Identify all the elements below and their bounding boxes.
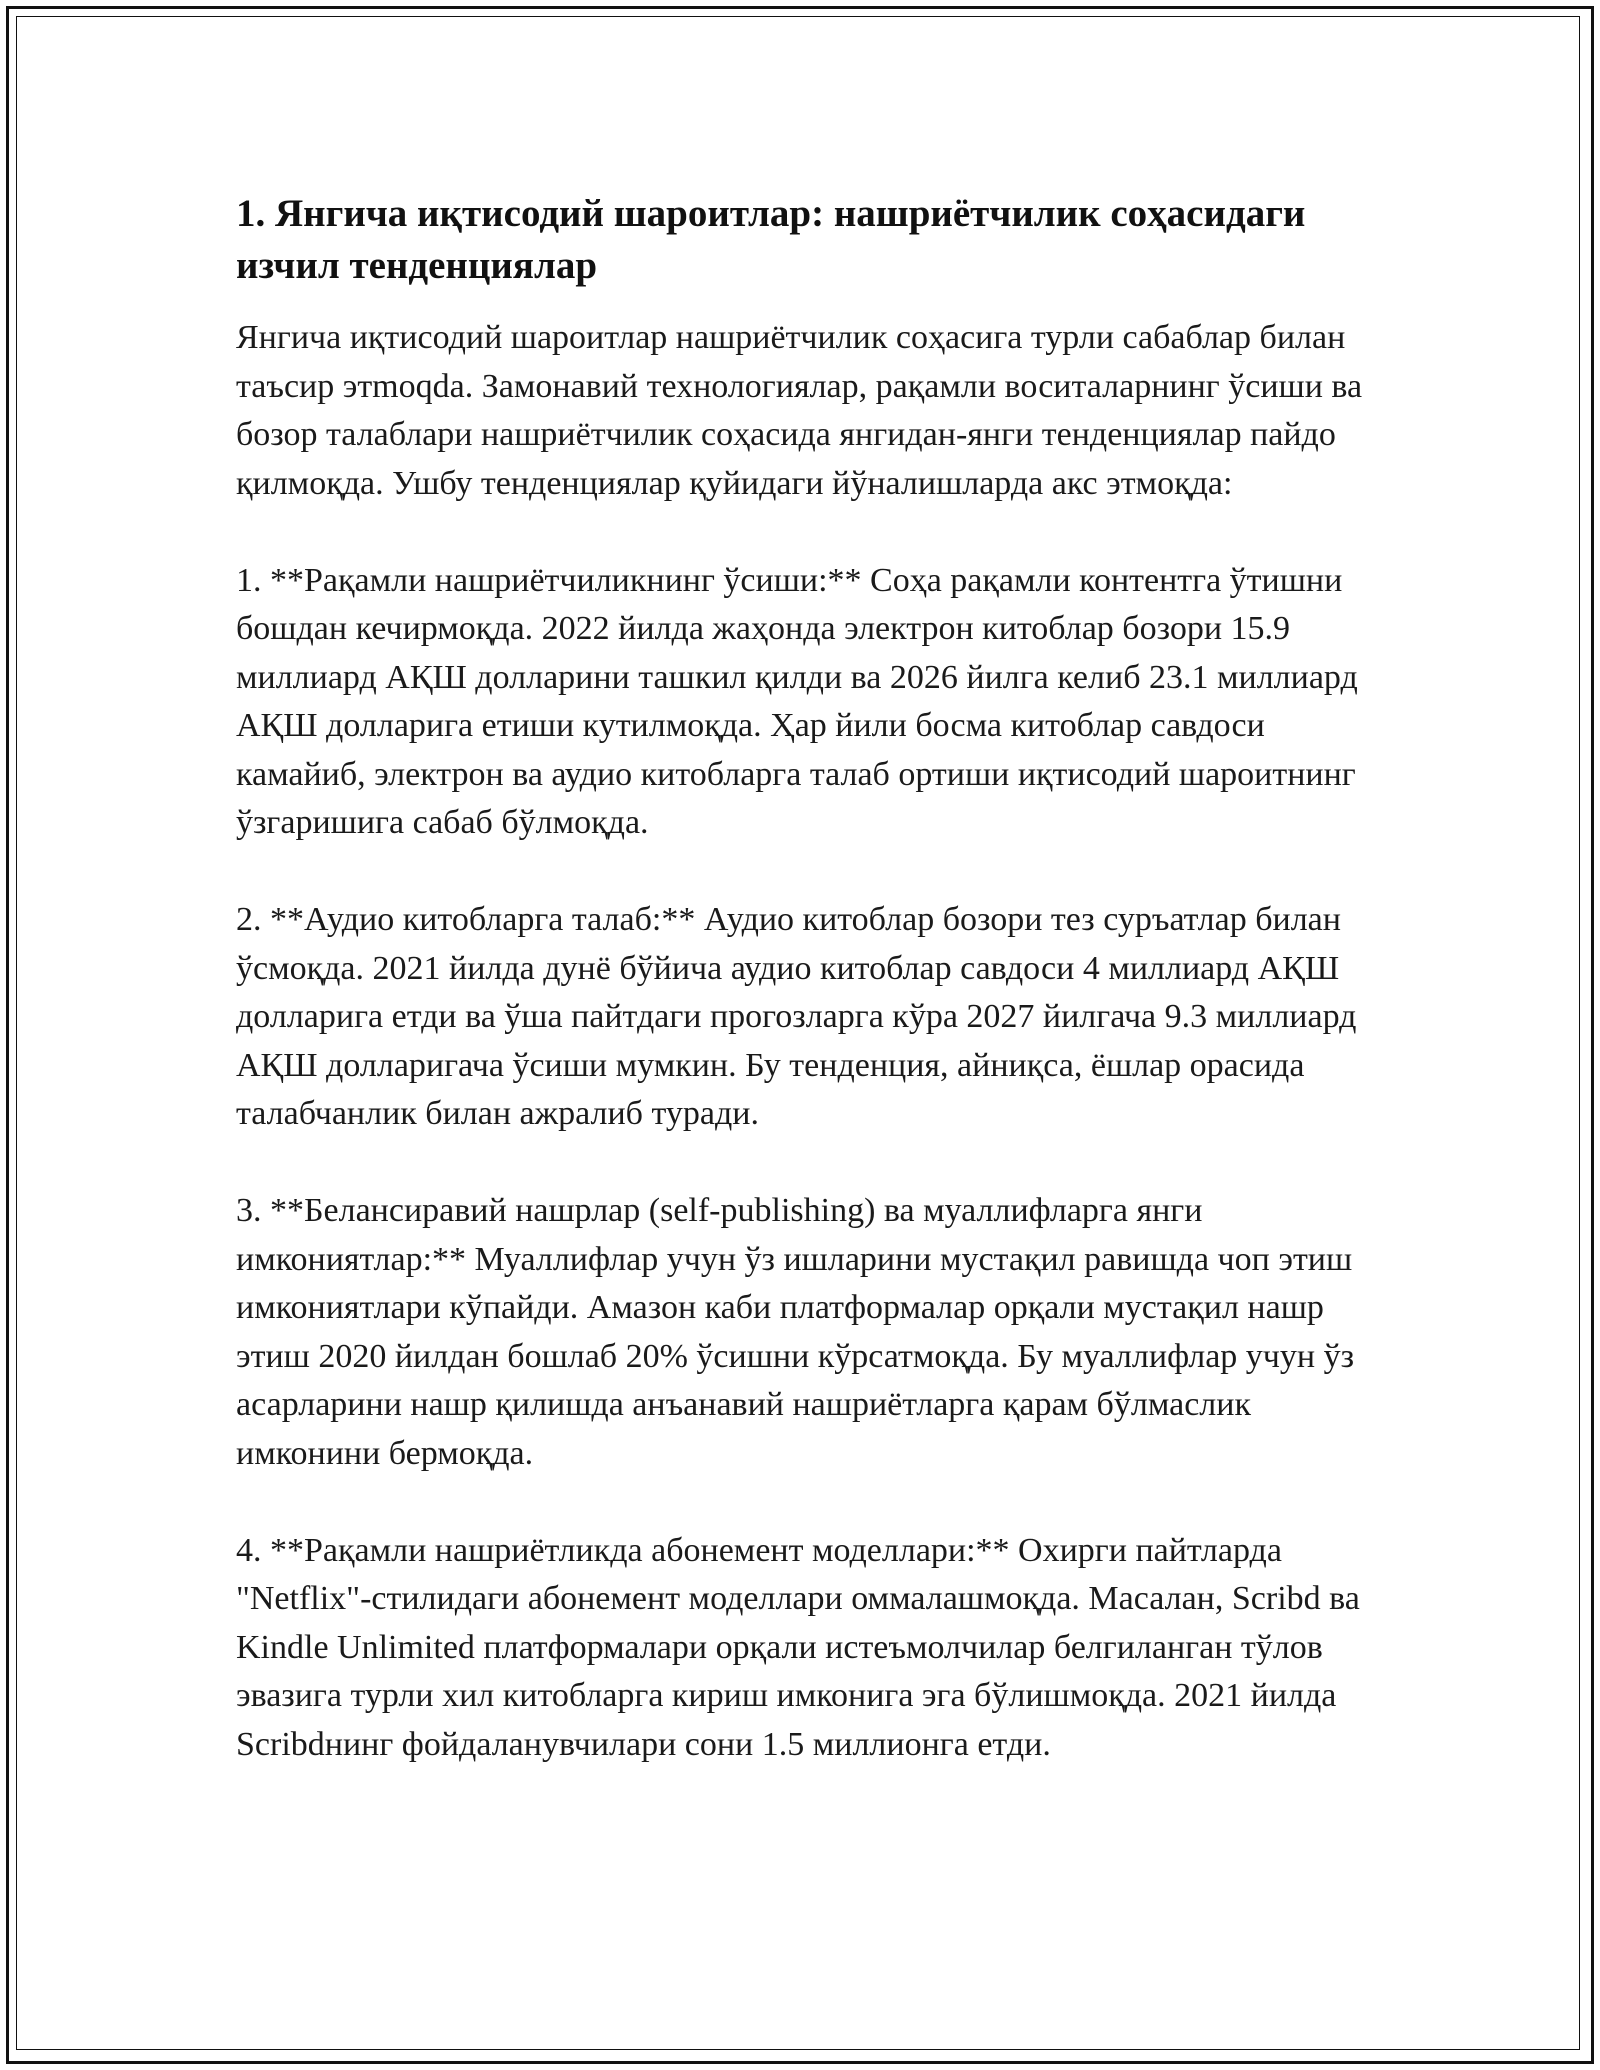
intro-paragraph: Янгича иқтисодий шароитлар нашриётчилик соҳасига турли сабаблар билан таъсир этmoqda. Замонавий технологиялар, рақамли воситаларнинг ўсиши ва бозор талаблари нашриётчилик соҳасида янгидан-янги тенденциялар пайдо қилмоқда. Ушбу тенденциялар қуйидаги йўналишларда акс этмоқда:	[236, 319, 1363, 502]
list-item-digital-publishing: 1. **Рақамли нашриётчиликнинг ўсиши:** Соҳа рақамли контентга ўтишни бошдан кечирмоқда. 2022 йилда жаҳонда электрон китоблар бозори 15.9 миллиард АҚШ долларини ташкил қилди ва 2026 йилга келиб 23.1 миллиард АҚШ долларига етиши кутилмоқда. Ҳар йили босма китоблар савдоси камайиб, электрон ва аудио китобларга талаб ортиши иқтисодий шароитнинг ўзгаришига сабаб бўлмоқда.	[236, 561, 1358, 841]
list-item-subscription-models: 4. **Рақамли нашриётликда абонемент моделлари:** Охирги пайтларда "Netflix"-стилидаги абонемент моделлари оммалашмоқда. Масалан, Scribd ва Kindle Unlimited платформалари орқали истеъмолчилар белгиланган тўлов эвазига турли хил китобларга кириш имконига эга бўлишмоқда. 2021 йилда Scribdнинг фойдаланувчилари сони 1.5 миллионга етди.	[236, 1531, 1360, 1763]
document-body	[236, 188, 1376, 1769]
section-heading: 1. Янгича иқтисодий шароитлар: нашриётчилик соҳасидаги изчил тенденциялар	[236, 192, 1306, 287]
list-item-self-publishing: 3. **Белансиравий нашрлар (self-publishing) ва муаллифларга янги имкониятлар:** Муаллифлар учун ўз ишларини мустақил равишда чоп этиш имкониятлари кўпайди. Амазон каби платформалар орқали мустақил нашр этиш 2020 йилдан бошлаб 20% ўсишни кўрсатмоқда. Бу муаллифлар учун ўз асарларини нашр қилишда анъанавий нашриётларга қарам бўлмаслик имконини бермоқда.	[236, 1192, 1355, 1472]
list-item-audiobooks: 2. **Аудио китобларга талаб:** Аудио китоблар бозори тез суръатлар билан ўсмоқда. 2021 йилда дунё бўйича аудио китоблар савдоси 4 миллиард АҚШ долларига етди ва ўша пайтдаги прогозларга кўра 2027 йилгача 9.3 миллиард АҚШ долларигача ўсиши мумкин. Бу тенденция, айниқса, ёшлар орасида талабчанлик билан ажралиб туради.	[236, 901, 1357, 1132]
